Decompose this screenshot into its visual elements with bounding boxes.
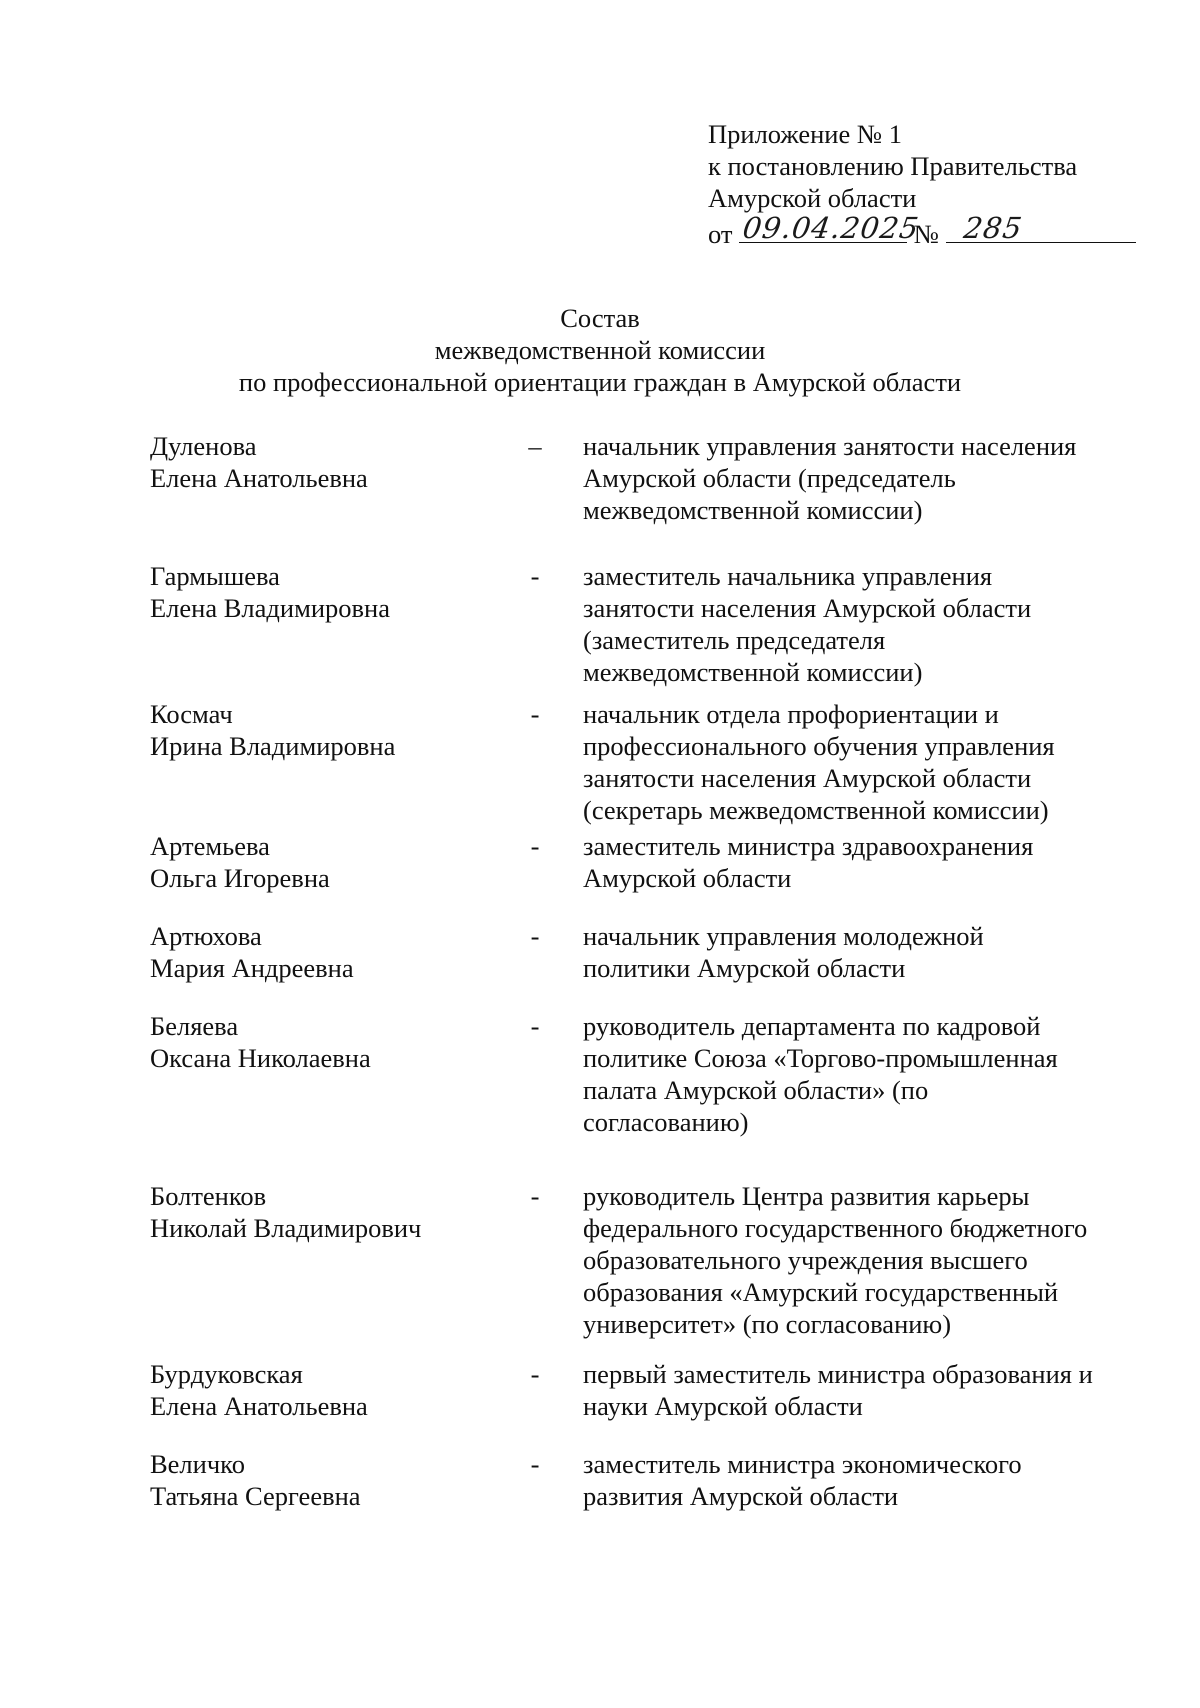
- member-role-line: руководитель департамента по кадровой: [583, 1011, 1041, 1041]
- member-role-line: заместитель министра здравоохранения: [583, 831, 1034, 861]
- member-name: [150, 920, 510, 984]
- member-surname: Дуленова: [150, 431, 257, 461]
- member-name: [150, 830, 510, 894]
- date-field: [739, 211, 922, 245]
- member-role: [583, 830, 1143, 894]
- document-title: [0, 302, 1200, 398]
- member-role-line: (заместитель председателя: [583, 625, 886, 655]
- member-surname: Величко: [150, 1449, 245, 1479]
- member-dash: -: [530, 1359, 540, 1389]
- member-role-line: первый заместитель министра образования и: [583, 1359, 1093, 1389]
- number-prefix: №: [913, 219, 940, 249]
- member-role-line: Амурской области: [583, 863, 792, 893]
- member-name: [150, 1010, 510, 1074]
- member-role-line: начальник управления молодежной: [583, 921, 984, 951]
- member-dash: -: [530, 1011, 540, 1041]
- appendix-reference: к постановлению Правительства: [708, 151, 1078, 181]
- member-dash: -: [530, 699, 540, 729]
- member-name: [150, 430, 510, 494]
- member-surname: Артюхова: [150, 921, 262, 951]
- member-role: [583, 1358, 1143, 1422]
- member-given-names: Николай Владимирович: [150, 1213, 422, 1243]
- member-given-names: Мария Андреевна: [150, 953, 354, 983]
- member-role: [583, 698, 1143, 826]
- member-dash: -: [530, 1181, 540, 1211]
- member-role: [583, 1448, 1143, 1512]
- member-name: [150, 1180, 510, 1244]
- member-role-line: науки Амурской области: [583, 1391, 863, 1421]
- member-surname: Космач: [150, 699, 233, 729]
- member-role: [583, 560, 1143, 688]
- handwritten-number: 285: [961, 211, 1025, 245]
- member-role-line: палата Амурской области» (по: [583, 1075, 929, 1105]
- appendix-header: [708, 118, 1136, 250]
- member-given-names: Елена Владимировна: [150, 593, 390, 623]
- member-name: [150, 1448, 510, 1512]
- member-role-line: университет» (по согласованию): [583, 1309, 952, 1339]
- member-role-line: профессионального обучения управления: [583, 731, 1055, 761]
- member-given-names: Оксана Николаевна: [150, 1043, 371, 1073]
- member-name: [150, 560, 510, 624]
- member-dash: -: [530, 921, 540, 951]
- member-role-line: образования «Амурский государственный: [583, 1277, 1059, 1307]
- member-role-line: федерального государственного бюджетного: [583, 1213, 1088, 1243]
- member-role-line: межведомственной комиссии): [583, 657, 923, 687]
- appendix-region: Амурской области: [708, 183, 917, 213]
- member-surname: Болтенков: [150, 1181, 267, 1211]
- member-role-line: межведомственной комиссии): [583, 495, 923, 525]
- member-role: [583, 1010, 1143, 1138]
- member-role-line: развития Амурской области: [583, 1481, 899, 1511]
- member-given-names: Елена Анатольевна: [150, 1391, 368, 1421]
- appendix-number: Приложение № 1: [708, 119, 903, 149]
- member-surname: Беляева: [150, 1011, 239, 1041]
- member-role: [583, 920, 1143, 984]
- appendix-date-number-line: [708, 211, 1136, 250]
- member-role-line: (секретарь межведомственной комиссии): [583, 795, 1049, 825]
- title-line-3: по профессиональной ориентации граждан в Амурской области: [238, 367, 962, 397]
- member-given-names: Ольга Игоревна: [150, 863, 330, 893]
- member-name: [150, 698, 510, 762]
- member-given-names: Елена Анатольевна: [150, 463, 368, 493]
- member-dash: -: [530, 1449, 540, 1479]
- member-role-line: заместитель начальника управления: [583, 561, 993, 591]
- member-role-line: образовательного учреждения высшего: [583, 1245, 1028, 1275]
- member-dash: -: [530, 831, 540, 861]
- member-role-line: начальник управления занятости населения: [583, 431, 1077, 461]
- member-role: [583, 1180, 1143, 1340]
- member-role-line: занятости населения Амурской области: [583, 593, 1032, 623]
- member-role-line: заместитель министра экономического: [583, 1449, 1022, 1479]
- title-line-1: Состав: [560, 303, 640, 333]
- member-dash: –: [528, 431, 542, 461]
- member-dash: -: [530, 561, 540, 591]
- member-surname: Гармышева: [150, 561, 280, 591]
- member-surname: Бурдуковская: [150, 1359, 303, 1389]
- member-role-line: Амурской области (председатель: [583, 463, 956, 493]
- member-role-line: руководитель Центра развития карьеры: [583, 1181, 1030, 1211]
- member-role-line: занятости населения Амурской области: [583, 763, 1032, 793]
- member-role: [583, 430, 1143, 526]
- member-role-line: политики Амурской области: [583, 953, 906, 983]
- date-prefix: от: [708, 219, 733, 249]
- member-given-names: Ирина Владимировна: [150, 731, 396, 761]
- member-name: [150, 1358, 510, 1422]
- member-surname: Артемьева: [150, 831, 270, 861]
- number-field: [946, 211, 1136, 245]
- handwritten-date: 09.04.2025: [740, 211, 922, 245]
- member-given-names: Татьяна Сергеевна: [150, 1481, 361, 1511]
- title-line-2: межведомственной комиссии: [434, 335, 766, 365]
- member-role-line: начальник отдела профориентации и: [583, 699, 999, 729]
- member-role-line: политике Союза «Торгово-промышленная: [583, 1043, 1058, 1073]
- member-role-line: согласованию): [583, 1107, 749, 1137]
